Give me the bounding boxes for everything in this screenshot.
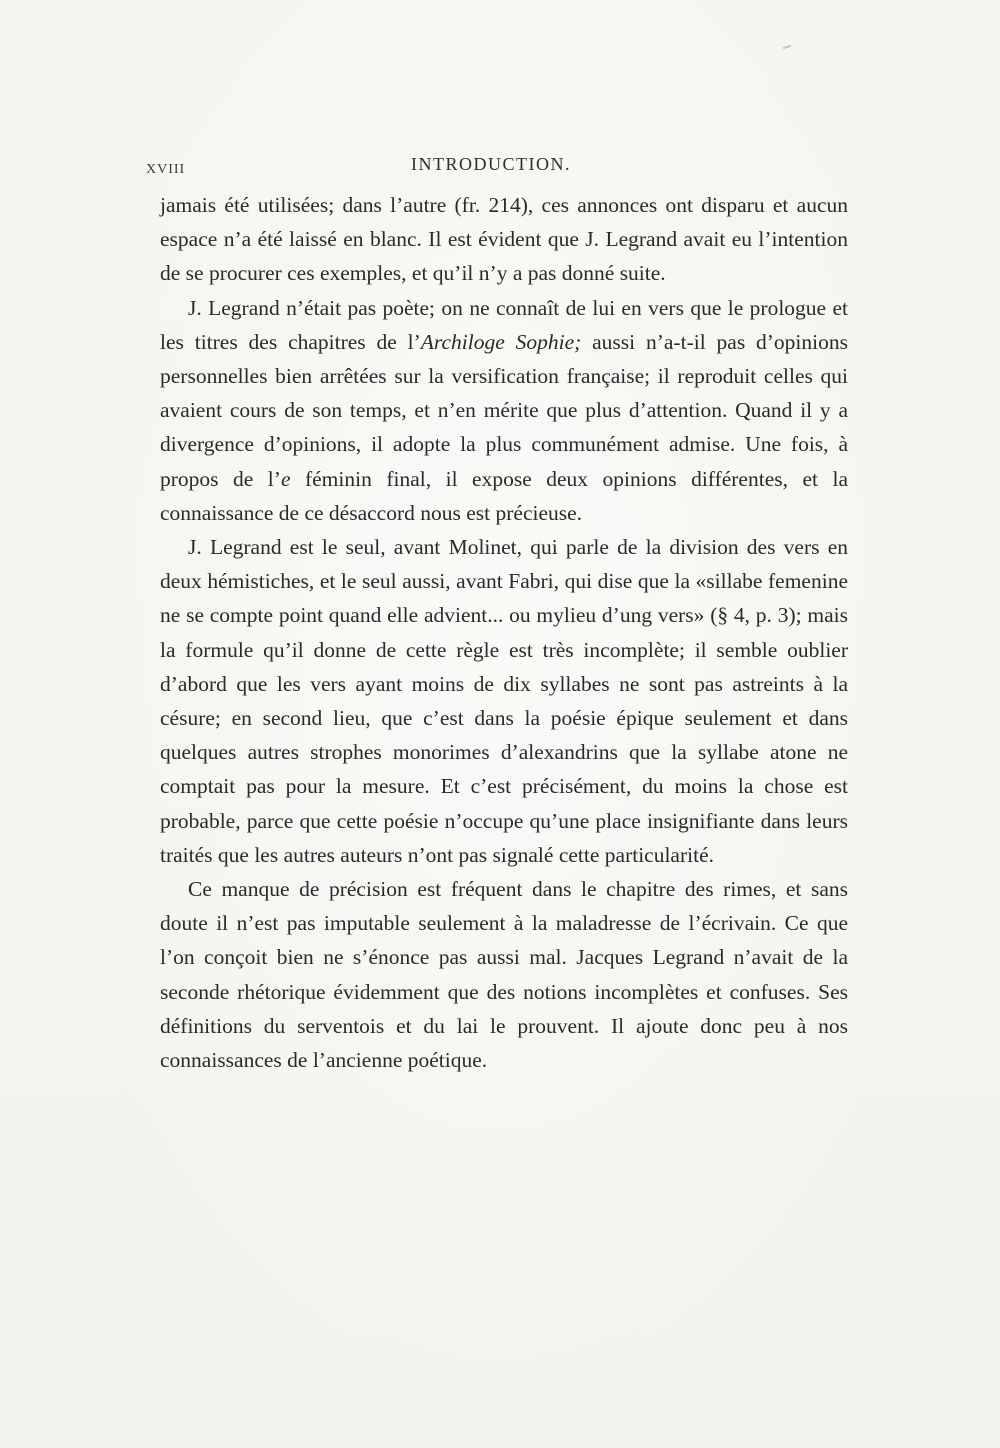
paragraph-2-text-c: féminin final, il expose deux opinions différentes, et la connaissance de ce désaccord nous est précieuse. xyxy=(160,466,848,525)
page-number: XVIII xyxy=(146,162,186,177)
work-title-italic: Archiloge Sophie; xyxy=(420,329,582,354)
paragraph-2-text-b: aussi n’a-t-il pas d’opinions personnelles bien arrêtées sur la versification française; il reproduit celles qui avaient cours de son temps, et n’en mérite que plus d’attention. Quand il y a divergence d’opinions, il adopte la plus communément admise. Une fois, à propos de l’ xyxy=(160,329,848,491)
paragraph-2-text-a: J. Legrand n’était pas poète; on ne connaît de lui en vers que le prologue et les titres des chapitres de l’ xyxy=(160,295,848,354)
letter-e-italic: e xyxy=(280,466,291,491)
paragraph-3: J. Legrand est le seul, avant Molinet, qui parle de la division des vers en deux hémistiches, et le seul aussi, avant Fabri, qui dise que la «sillabe femenine ne se compte point quand elle advient... ou mylieu d’ung vers» (§ 4, p. 3); mais la formule qu’il donne de cette règle est très incomplète; il semble oublier d’abord que les vers ayant moins de dix syllabes ne sont pas astreints à la césure; en second lieu, que c’est dans la poésie épique seulement et dans quelques autres strophes monorimes d’alexandrins que la syllabe atone ne comptait pas pour la mesure. Et c’est précisément, du moins la chose est probable, parce que cette poésie n’occupe qu’une place insignifiante dans leurs traités que les autres auteurs n’ont pas signalé cette particularité. xyxy=(160,535,848,867)
body-text xyxy=(160,188,848,1077)
paragraph-2 xyxy=(160,291,848,530)
paper-speck xyxy=(783,45,791,49)
paragraph-4: Ce manque de précision est fréquent dans le chapitre des rimes, et sans doute il n’est pas imputable seulement à la maladresse de l’écrivain. Ce que l’on conçoit bien ne s’énonce pas aussi mal. Jacques Legrand n’avait de la seconde rhétorique évidemment que des notions incomplètes et confuses. Ses définitions du serventois et du lai le prouvent. Il ajoute donc peu à nos connaissances de l’ancienne poétique. xyxy=(160,877,848,1073)
running-title: INTRODUCTION. xyxy=(411,154,571,174)
paragraph-1: jamais été utilisées; dans l’autre (fr. 214), ces annonces ont disparu et aucun espace n’a été laissé en blanc. Il est évident que J. Legrand avait eu l’intention de se procurer ces exemples, et qu’il n’y a pas donné suite. xyxy=(160,193,848,286)
running-head xyxy=(146,150,852,180)
